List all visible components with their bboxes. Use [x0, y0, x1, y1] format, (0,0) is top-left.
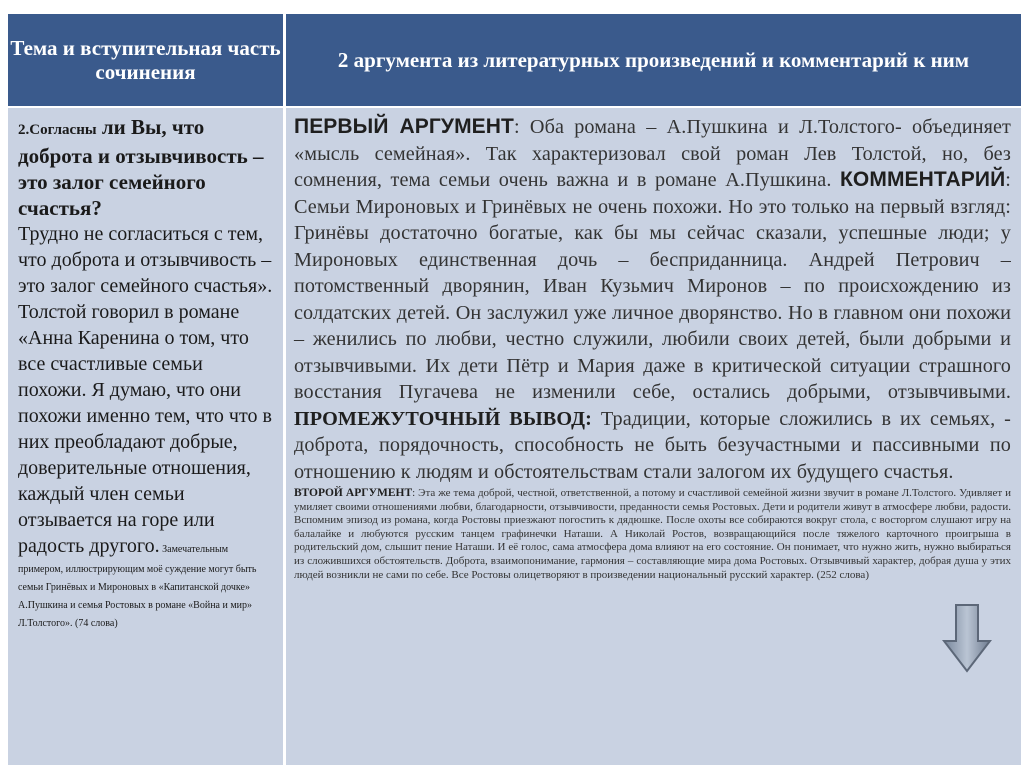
comment-text: : Семьи Мироновых и Гринёвых не очень похожи. Но это только на первый взгляд: Гринёвы достаточно богатые, как бы мы сейчас сказали, успешные люди; у Мироновых единственная дочь – бесприданница. Андрей Петрович – потомственный дворянин, Иван Кузьмич Миронов – по происхождению из солдатских детей. Он заслужил уже личное дворянство. Но в главном они похожи – женились по любви, честно служили, любили своих детей, были добрыми и отзывчивыми. Их дети Пётр и Мария даже в критической ситуации страшного восстания Пугачева не изменили себе, остались добрыми, отзывчивыми. — [294, 169, 1011, 403]
question-text: ли Вы, что доброта и отзывчивость – это залог семейного счастья? — [18, 115, 264, 220]
arguments-column — [286, 108, 1021, 765]
question-number: 2.Согласны — [18, 122, 97, 138]
header-arguments-label: 2 аргумента из литературных произведений и комментарий к ним — [337, 47, 970, 72]
first-argument-label: ПЕРВЫЙ АРГУМЕНТ — [294, 115, 514, 138]
column-divider — [283, 14, 286, 765]
second-argument — [294, 487, 1011, 582]
second-argument-text: : Эта же тема доброй, честной, ответственной, а потому и счастливой семейной жизни звучит в романе Л.Толстого. Удивляет и умиляет своими отношениями любви, благодарности, отзывчивости, преданности семья Ростовых. Дети и родители живут в атмосфере любви, радости. Вспомним эпизод из романа, когда Ростовы приезжают погостить к дядюшке. После охоты все собираются вокруг стола, с восторгом слушают игру на балалайке и любуются русским танцем графинечки Наташи. А Николай Ростов, возвращающийся после тяжелого карточного проигрыша в родительский дом, слышит пение Наташи. И её голос, сама атмосфера дома влияют на его состояние. Он понимает, что нужно жить, нужно выбираться из сложившихся обстоятельств. Доброта, взаимопонимание, гармония – составляющие мира дома Ростовых. Отзывчивый характер, добрая душа у этих людей возникли не сами по себе. Все Ростовы олицетворяют в произведении национальный русский характер. (252 слова) — [294, 487, 1011, 581]
header-theme-label: Тема и вступительная часть сочинения — [10, 36, 281, 84]
interim-label: ПРОМЕЖУТОЧНЫЙ ВЫВОД: — [294, 407, 592, 430]
intro-body: Трудно не согласиться с тем, что доброта и отзывчивость – это залог семейного счастья». Толстой говорил в романе «Анна Каренина о том, что все счастливые семьи похожи. Я думаю, что они похожи именно тем, что что в них преобладают добрые, доверительные отношения, каждый член семьи отзывается на горе или радость другого. — [18, 223, 273, 557]
comment-label: КОММЕНТАРИЙ — [840, 168, 1006, 191]
header-theme — [8, 14, 283, 106]
interim-text: Традиции, которые сложились в их семьях, - доброта, порядочность, способность не быть безучастными и пассивными по отношению к людям и обстоятельствам стали залогом их будущего счастья. — [294, 407, 1011, 483]
first-argument-text: : Оба романа – А.Пушкина и Л.Толстого- объединяет «мысль семейная». Так характеризовал свой роман Лев Толстой, но, без сомнения, тема семьи очень важна и в романе А.Пушкина. — [294, 116, 1011, 191]
intro-paragraph — [18, 221, 275, 631]
intro-column — [8, 108, 283, 765]
second-argument-label: ВТОРОЙ АРГУМЕНТ — [294, 487, 413, 499]
intro-note: Замечательным примером, иллюстрирующим моё суждение могут быть семьи Гринёвых и Мироновых в «Капитанской дочке» А.Пушкина и семья Ростовых в романе «Война и мир» Л.Толстого». (74 слова) — [18, 544, 257, 629]
down-arrow-icon[interactable] — [942, 603, 992, 673]
header-divider — [8, 106, 1021, 108]
first-argument — [294, 114, 1011, 485]
question — [18, 114, 275, 221]
header-arguments — [286, 14, 1021, 106]
